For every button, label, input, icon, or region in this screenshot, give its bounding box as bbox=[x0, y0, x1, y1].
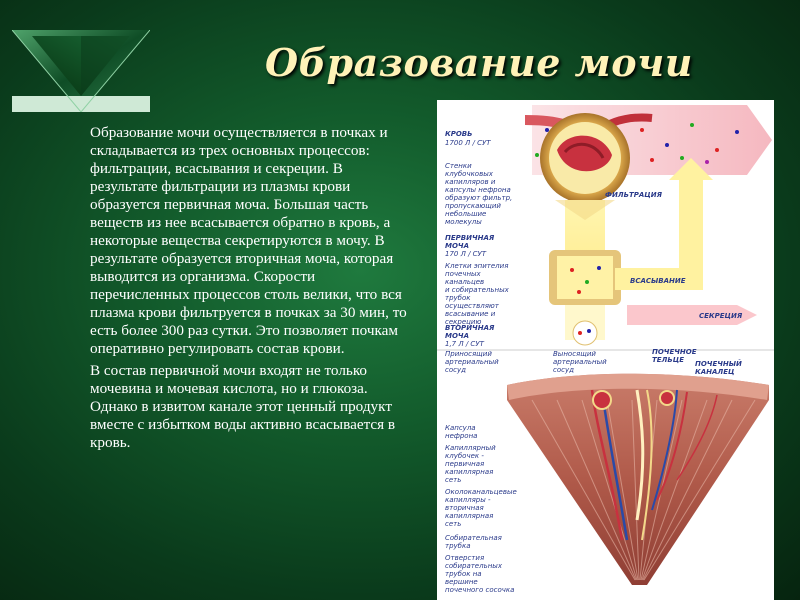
svg-text:клубочковых: клубочковых bbox=[445, 170, 493, 178]
svg-text:вершине: вершине bbox=[445, 578, 478, 586]
svg-text:Приносящий: Приносящий bbox=[445, 350, 492, 358]
urine-formation-diagram bbox=[437, 100, 774, 600]
renal-corpuscle-label bbox=[652, 348, 697, 364]
svg-text:Капиллярный: Капиллярный bbox=[445, 444, 496, 452]
blood-label: КРОВЬ bbox=[445, 130, 473, 138]
capsule-label bbox=[445, 424, 477, 440]
blood-volume: 1700 Л / СУТ bbox=[445, 139, 491, 147]
bullet-item bbox=[60, 362, 412, 452]
svg-text:170 Л / СУТ: 170 Л / СУТ bbox=[445, 250, 487, 258]
openings-label bbox=[445, 554, 514, 594]
svg-text:сосуд: сосуд bbox=[445, 366, 466, 374]
slide-body bbox=[60, 124, 412, 456]
svg-text:Собирательная: Собирательная bbox=[445, 534, 502, 542]
svg-text:почечного сосочка: почечного сосочка bbox=[445, 586, 515, 594]
svg-text:1,7 Л / СУТ: 1,7 Л / СУТ bbox=[445, 340, 484, 348]
svg-text:пропускающий: пропускающий bbox=[445, 202, 501, 210]
svg-text:Клетки эпителия: Клетки эпителия bbox=[445, 262, 509, 270]
svg-text:ПОЧЕЧНОЕ: ПОЧЕЧНОЕ bbox=[652, 348, 697, 356]
efferent-vessel-label bbox=[553, 350, 607, 374]
bullet-item bbox=[60, 124, 412, 358]
svg-text:и собирательных: и собирательных bbox=[445, 286, 509, 294]
svg-text:сосуд: сосуд bbox=[553, 366, 574, 374]
corner-triangle-logo bbox=[12, 30, 150, 112]
svg-text:осуществляют: осуществляют bbox=[445, 302, 499, 310]
svg-text:нефрона: нефрона bbox=[445, 432, 478, 440]
svg-text:артериальный: артериальный bbox=[445, 358, 499, 366]
svg-text:капилляры -: капилляры - bbox=[445, 496, 491, 504]
svg-text:Околоканальцевые: Околоканальцевые bbox=[445, 488, 517, 496]
svg-text:первичная: первичная bbox=[445, 460, 485, 468]
secondary-urine-label bbox=[445, 324, 495, 348]
svg-text:капиллярная: капиллярная bbox=[445, 468, 494, 476]
epithelial-cells-label bbox=[445, 262, 510, 326]
svg-text:Отверстия: Отверстия bbox=[445, 554, 485, 562]
svg-text:сеть: сеть bbox=[445, 520, 462, 528]
svg-text:КАНАЛЕЦ: КАНАЛЕЦ bbox=[695, 368, 735, 376]
svg-text:капилляров и: капилляров и bbox=[445, 178, 496, 186]
svg-text:трубка: трубка bbox=[445, 542, 471, 550]
svg-text:Выносящий: Выносящий bbox=[553, 350, 596, 358]
svg-text:МОЧА: МОЧА bbox=[445, 332, 469, 340]
svg-text:собирательных: собирательных bbox=[445, 562, 502, 570]
peritubular-label bbox=[445, 488, 517, 528]
glomerulus-label bbox=[445, 444, 496, 484]
slide-title: Образование мочи bbox=[265, 40, 693, 85]
svg-text:МОЧА: МОЧА bbox=[445, 242, 469, 250]
svg-text:ВТОРИЧНАЯ: ВТОРИЧНАЯ bbox=[445, 324, 495, 332]
svg-text:секрецию: секрецию bbox=[445, 318, 482, 326]
svg-text:почечных: почечных bbox=[445, 270, 481, 278]
svg-text:Стенки: Стенки bbox=[445, 162, 472, 170]
svg-text:всасывание и: всасывание и bbox=[445, 310, 496, 318]
secretion-label: СЕКРЕЦИЯ bbox=[699, 312, 743, 320]
svg-text:ПЕРВИЧНАЯ: ПЕРВИЧНАЯ bbox=[445, 234, 495, 242]
svg-text:ТЕЛЬЦЕ: ТЕЛЬЦЕ bbox=[652, 356, 684, 364]
capillary-wall-label bbox=[445, 162, 512, 226]
svg-text:Капсула: Капсула bbox=[445, 424, 476, 432]
svg-text:канальцев: канальцев bbox=[445, 278, 485, 286]
svg-text:трубок на: трубок на bbox=[445, 570, 482, 578]
svg-text:трубок: трубок bbox=[445, 294, 471, 302]
afferent-vessel-label bbox=[445, 350, 499, 374]
svg-text:капсулы нефрона: капсулы нефрона bbox=[445, 186, 511, 194]
svg-text:вторичная: вторичная bbox=[445, 504, 484, 512]
bullet-text: В состав первичной мочи входят не только мочевина и мочевая кислота, но и глюкоза. Однако в извитом канале этот ценный продукт вместе с избытком воды активно всасывается в кровь. bbox=[90, 362, 396, 451]
svg-text:образуют фильтр,: образуют фильтр, bbox=[445, 194, 513, 202]
svg-text:ПОЧЕЧНЫЙ: ПОЧЕЧНЫЙ bbox=[695, 360, 742, 368]
collecting-duct-label bbox=[445, 534, 502, 550]
filtration-label: ФИЛЬТРАЦИЯ bbox=[605, 191, 663, 199]
primary-urine-label bbox=[445, 234, 495, 258]
renal-tubule-label bbox=[695, 359, 742, 376]
svg-text:артериальный: артериальный bbox=[553, 358, 607, 366]
bullet-text: Образование мочи осуществляется в почках и складывается из трех основных процессов: фильтрации, всасывания и секреции. В результате фильтрации из плазмы крови образуется первичная моча. Большая часть веществ из нее всасывается обратно в кровь, а некоторые вещества секретируются в мочу. В результате образуется вторичная моча, которая выводится из организма. Скорости перечисленных процессов столь велики, что вся плазма крови фильтруется в почках за 30 мин, то есть более 300 раз сутки. Это позволяет почкам оперативно регулировать состав крови. bbox=[90, 124, 407, 357]
svg-text:небольшие: небольшие bbox=[445, 210, 487, 218]
reabsorption-label: ВСАСЫВАНИЕ bbox=[630, 277, 686, 285]
svg-text:клубочек -: клубочек - bbox=[445, 452, 484, 460]
svg-text:капиллярная: капиллярная bbox=[445, 512, 494, 520]
diagram-svg bbox=[437, 100, 774, 600]
svg-text:сеть: сеть bbox=[445, 476, 462, 484]
svg-text:молекулы: молекулы bbox=[445, 218, 482, 226]
